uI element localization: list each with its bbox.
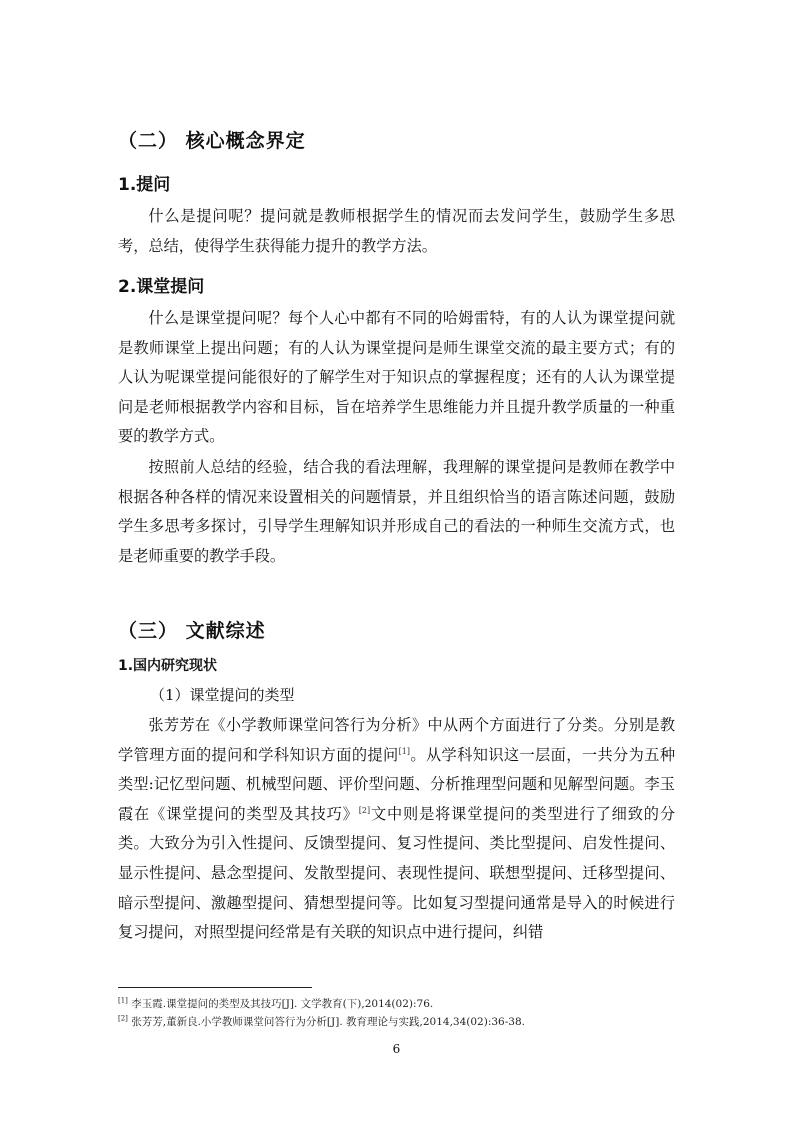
footnote-text-2: 张芳芳,董新良.小学教师课堂问答行为分析[J]. 教育理论与实践,2014,34(02):36-38. xyxy=(127,1016,525,1028)
footnote-ref-2[interactable]: [2] xyxy=(358,805,371,815)
page-number: 6 xyxy=(392,1042,401,1056)
footnote-1 xyxy=(118,996,433,1011)
list-item-question-types: （1）课堂提问的类型 xyxy=(150,686,295,704)
subheading-domestic-research: 1.国内研究现状 xyxy=(118,658,218,674)
footnote-2 xyxy=(118,1014,525,1029)
section-heading-literature-review: （三） 文献综述 xyxy=(118,620,266,642)
paragraph-questioning-definition: 什么是提问呢？提问就是教师根据学生的情况而去发问学生，鼓励学生多思考，总结，使得学生获得能力提升的教学方法。 xyxy=(118,207,675,255)
subheading-questioning: 1.提问 xyxy=(118,175,171,195)
footnote-mark-1: [1] xyxy=(118,996,128,1005)
section-heading-core-concepts: （二） 核心概念界定 xyxy=(118,130,306,152)
paragraph-classroom-questioning-understanding: 按照前人总结的经验，结合我的看法理解，我理解的课堂提问是教师在教学中根据各种各样的情况来设置相关的问题情景，并且组织恰当的语言陈述问题，鼓励学生多思考多探讨，引导学生理解知识并形成自己的看法的一种师生交流方式，也是老师重要的教学手段。 xyxy=(118,458,675,565)
footnote-text-1: 李玉霞.课堂提问的类型及其技巧[J]. 文学教育(下),2014(02):76. xyxy=(127,998,434,1010)
footnote-mark-2: [2] xyxy=(118,1014,128,1023)
subheading-classroom-questioning: 2.课堂提问 xyxy=(118,277,205,297)
paragraph-question-types-review: 张芳芳在《小学教师课堂问答行为分析》中从两个方面进行了分类。分别是教学管理方面的提问和学科知识方面的提问[1]。从学科知识这一层面，一共分为五种类型:记忆型问题、机械型问题、评价型问题、分析推理型问题和见解型问题。李玉霞在《课堂提问的类型及其技巧》[2]文中则是将课堂提问的类型进行了细致的分类。大致分为引入性提问、反馈型提问、复习性提问、类比型提问、启发性提问、显示性提问、悬念型提问、发散型提问、表现性提问、联想型提问、迁移型提问、暗示型提问、激趣型提问、猜想型提问等。比如复习型提问通常是导入的时候进行复习提问，对照型提问经常是有关联的知识点中进行提问，纠错 xyxy=(118,716,676,942)
paragraph-classroom-questioning-views: 什么是课堂提问呢？每个人心中都有不同的哈姆雷特，有的人认为课堂提问就是教师课堂上提出问题；有的人认为课堂提问是师生课堂交流的最主要方式；有的人认为呢课堂提问能很好的了解学生对于知识点的掌握程度；还有的人认为课堂提问是老师根据教学内容和目标，旨在培养学生思维能力并且提升教学质量的一种重要的教学方式。 xyxy=(118,309,675,446)
footnote-divider xyxy=(118,987,312,988)
footnote-ref-1[interactable]: [1] xyxy=(398,746,410,756)
